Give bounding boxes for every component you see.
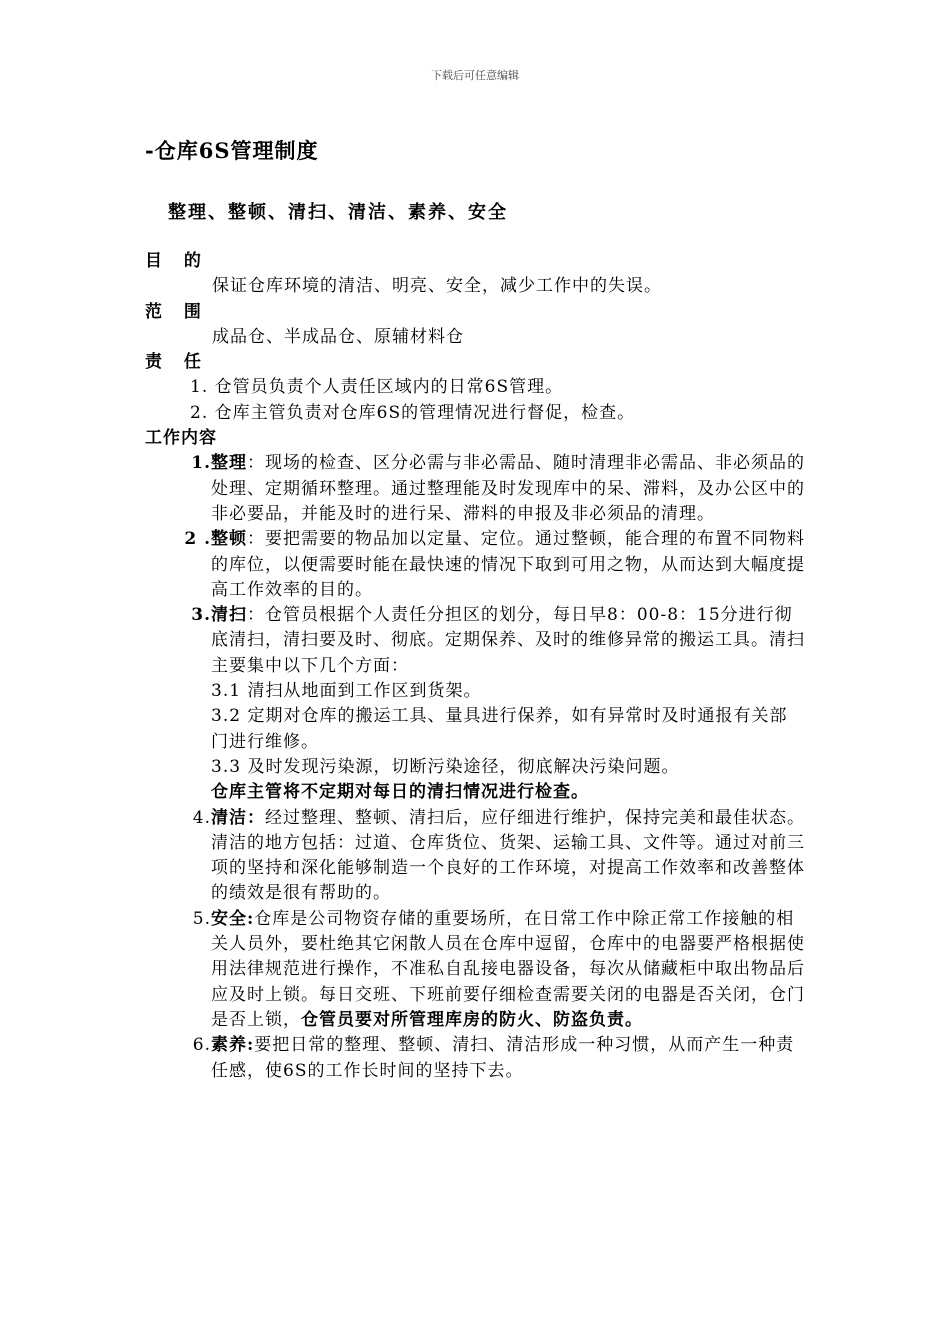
- inspection-note: 仓库主管将不定期对每日的清扫情况进行检查。: [211, 782, 589, 803]
- item-label: 安全:: [211, 908, 255, 929]
- scope-text: 成品仓、半成品仓、原辅材料仓: [212, 326, 464, 347]
- header-note: 下载后可任意编辑: [431, 69, 519, 82]
- item-label: 清洁：: [211, 807, 265, 828]
- item-number: 2 .: [184, 529, 211, 550]
- item-content: [211, 806, 805, 907]
- item-text: 要把日常的整理、整顿、清扫、清洁形成一种习惯，从而产生一种责任感，使6S的工作长时间的坚持下去。: [211, 1035, 795, 1081]
- sub-item: 3.2 定期对仓库的搬运工具、量具进行保养，如有异常时及时通报有关部门进行维修。: [211, 706, 788, 752]
- item-content: [211, 907, 805, 1033]
- item-text: 仓库是公司物资存储的重要场所，在日常工作中除正常工作接触的相关人员外，要杜绝其它闲散人员在仓库中逗留，仓库中的电器要严格根据使用法律规范进行操作，不准私自乱接电器设备，每次从储藏柜中取出物品后应及时上锁。每日交班、下班前要仔细检查需要关闭的电器是否关闭，仓门是否上锁，: [211, 908, 805, 1030]
- item-text: ：现场的检查、区分必需与非必需品、随时清理非必需品、非必须品的处理、定期循环整理。通过整理能及时发现库中的呆、滞料，及办公区中的非必要品，并能及时的进行呆、滞料的申报及非必须品的清理。: [211, 453, 805, 524]
- page-subtitle: 整理、整顿、清扫、清洁、素养、安全: [168, 202, 508, 223]
- work-item-standardize: [145, 806, 825, 907]
- sub-item: 3.3 及时发现污染源，切断污染途径，彻底解决污染问题。: [211, 756, 680, 777]
- item-number: 5.: [192, 908, 211, 929]
- item-text: ：仓管员根据个人责任分担区的划分，每日早8：00-8：15分进行彻底清扫，清扫要及时、彻底。定期保养、及时的维修异常的搬运工具。清扫主要集中以下几个方面：: [211, 605, 805, 676]
- item-label: 整理: [211, 453, 247, 474]
- item-number: 3.: [191, 605, 211, 626]
- work-item-set-in-order: [145, 527, 825, 603]
- responsibility-item: 1. 仓管员负责个人责任区域内的日常6S管理。: [190, 377, 564, 398]
- work-item-sustain: [145, 1033, 825, 1084]
- page-title: -仓库6S管理制度: [145, 138, 319, 163]
- scope-heading: 范 围: [145, 301, 209, 322]
- item-content: [211, 451, 805, 527]
- purpose-text: 保证仓库环境的清洁、明亮、安全，减少工作中的失误。: [212, 276, 662, 297]
- document-body: [145, 249, 825, 1084]
- item-label: 清扫: [211, 605, 247, 626]
- work-item-shine: [145, 603, 825, 679]
- responsibility-heading: 责 任: [145, 352, 209, 373]
- item-bold-tail: 仓管员要对所管理库房的防火、防盗负责。: [301, 1009, 643, 1030]
- item-label: 素养:: [211, 1035, 255, 1056]
- item-number: 6.: [192, 1035, 211, 1056]
- work-item-sort: [145, 451, 825, 527]
- work-heading: 工作内容: [145, 428, 217, 449]
- item-text: ：要把需要的物品加以定量、定位。通过整顿，能合理的布置不同物料的库位，以便需要时能在最快速的情况下取到可用之物，从而达到大幅度提高工作效率的目的。: [211, 529, 805, 600]
- responsibility-item: 2. 仓库主管负责对仓库6S的管理情况进行督促，检查。: [190, 402, 636, 423]
- item-content: [211, 527, 805, 603]
- item-number: 1.: [191, 453, 211, 474]
- sub-item: 3.1 清扫从地面到工作区到货架。: [211, 681, 482, 702]
- item-label: 整顿: [211, 529, 247, 550]
- item-number: 4.: [192, 807, 211, 828]
- item-content: [211, 1033, 805, 1084]
- item-text: 经过整理、整顿、清扫后，应仔细进行维护，保持完美和最佳状态。清洁的地方包括：过道、仓库货位、货架、运输工具、文件等。通过对前三项的坚持和深化能够制造一个良好的工作环境，对提高工作效率和改善整体的绩效是很有帮助的。: [211, 807, 805, 904]
- work-item-safety: [145, 907, 825, 1033]
- item-content: [211, 603, 805, 679]
- purpose-heading: 目 的: [145, 251, 209, 271]
